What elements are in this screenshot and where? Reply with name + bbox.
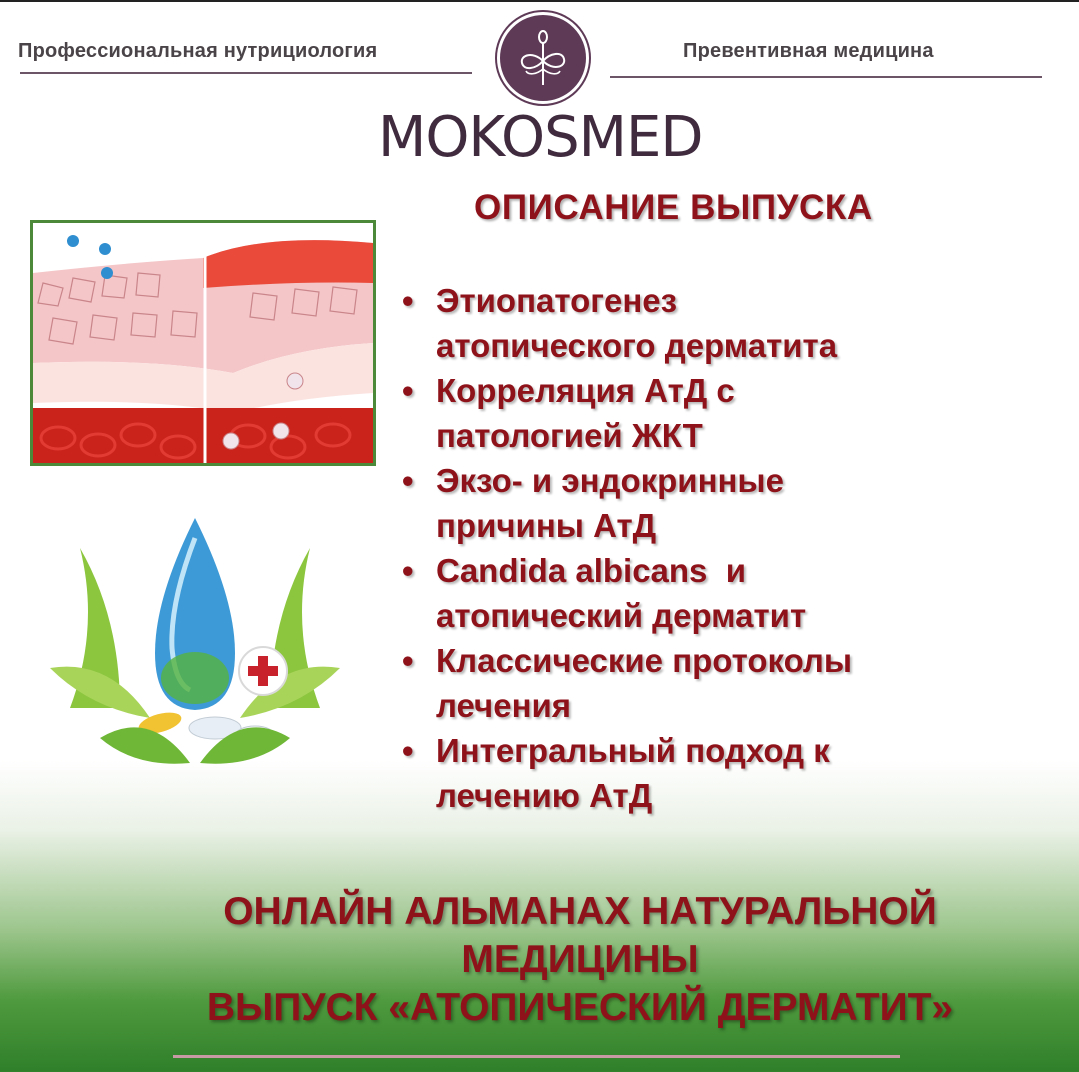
bullet-icon: • <box>402 642 414 679</box>
bottom-rule <box>173 1055 900 1058</box>
list-item <box>402 638 1062 728</box>
list-item <box>402 368 1062 458</box>
list-item-line: атопический дерматит <box>436 597 807 634</box>
list-item <box>402 458 1062 548</box>
bullet-icon: • <box>402 282 414 319</box>
left-tagline: Профессиональная нутрициология <box>18 40 378 62</box>
list-item-line: атопического дерматита <box>436 327 838 364</box>
list-item-line: лечения <box>436 687 572 724</box>
left-tagline-rule <box>20 72 472 74</box>
logo-icon <box>497 12 589 104</box>
list-item-line: причины АтД <box>436 507 657 544</box>
almanac-title-line1: ОНЛАЙН АЛЬМАНАХ НАТУРАЛЬНОЙ <box>223 890 937 933</box>
bullet-icon: • <box>402 732 414 769</box>
brand-name: MOKOSMED <box>378 105 703 170</box>
list-item-line: Candida albicans и <box>436 552 747 589</box>
top-border <box>0 0 1079 2</box>
list-item-line: Этиопатогенез <box>436 282 678 319</box>
skin-illustration <box>30 220 376 466</box>
list-item <box>402 548 1062 638</box>
list-item-line: Экзо- и эндокринные <box>436 462 784 499</box>
spoon-infinity-icon <box>500 15 586 101</box>
bullet-icon: • <box>402 372 414 409</box>
list-item-line: патологией ЖКТ <box>436 417 703 454</box>
almanac-title <box>80 888 1079 1032</box>
right-tagline-rule <box>610 76 1042 78</box>
bullet-icon: • <box>402 462 414 499</box>
list-item-line: Корреляция АтД с <box>436 372 735 409</box>
description-heading: ОПИСАНИЕ ВЫПУСКА <box>474 188 873 227</box>
list-item-line: Классические протоколы <box>436 642 853 679</box>
list-item-line: лечению АтД <box>436 777 653 814</box>
list-item-line: Интегральный подход к <box>436 732 830 769</box>
almanac-title-line2: МЕДИЦИНЫ <box>461 938 699 981</box>
issue-title: ВЫПУСК «АТОПИЧЕСКИЙ ДЕРМАТИТ» <box>206 986 954 1029</box>
bullet-icon: • <box>402 552 414 589</box>
description-list <box>402 278 1062 818</box>
right-tagline: Превентивная медицина <box>683 40 934 62</box>
list-item <box>402 728 1062 818</box>
nature-medicine-illustration <box>40 478 350 778</box>
list-item <box>402 278 1062 368</box>
